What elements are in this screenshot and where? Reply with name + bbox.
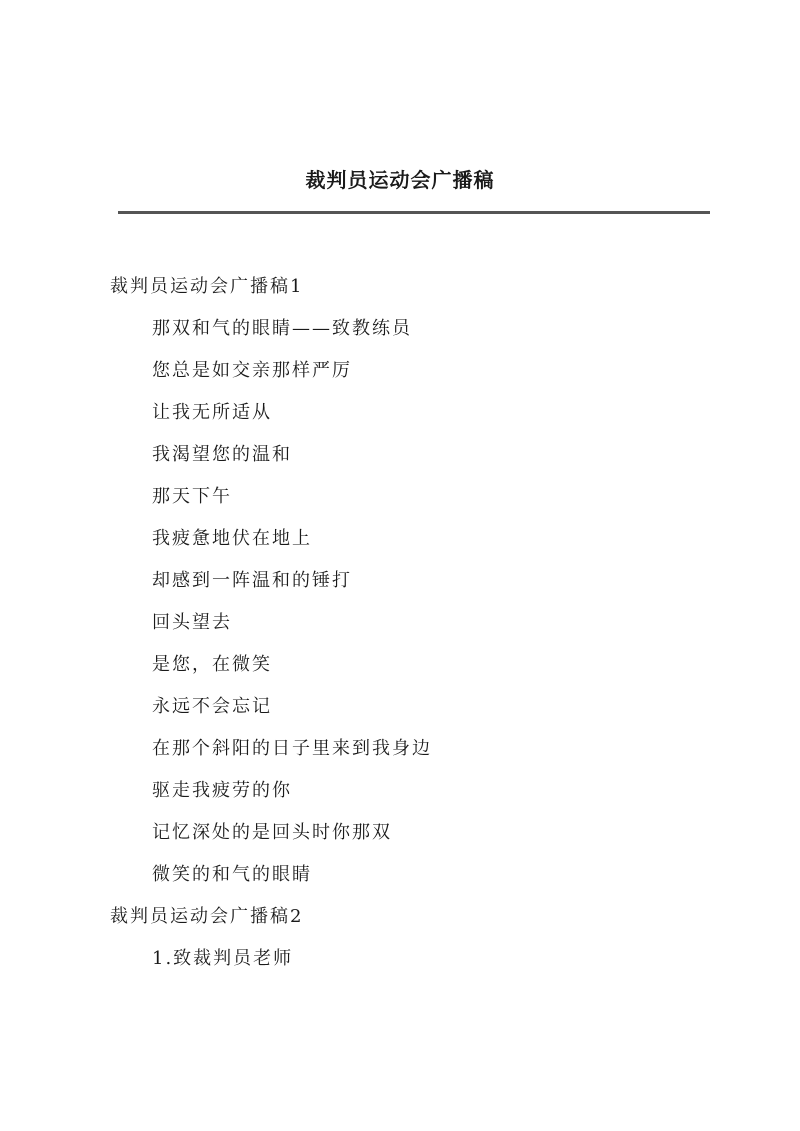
poem-line: 您总是如交亲那样严厉 <box>152 360 352 381</box>
poem-line: 驱走我疲劳的你 <box>152 780 292 801</box>
poem-line: 我疲惫地伏在地上 <box>152 528 312 549</box>
poem-line: 是您，在微笑 <box>152 654 272 675</box>
document-title: 裁判员运动会广播稿 <box>305 168 495 192</box>
poem-line: 永远不会忘记 <box>152 696 272 717</box>
poem-line: 我渴望您的温和 <box>152 444 292 465</box>
section-heading-2: 裁判员运动会广播稿2 <box>110 906 304 927</box>
poem-line: 回头望去 <box>152 612 232 633</box>
poem-line: 那天下午 <box>152 486 232 507</box>
poem-line: 微笑的和气的眼睛 <box>152 864 312 885</box>
section-heading-1: 裁判员运动会广播稿1 <box>110 276 304 297</box>
poem-line: 让我无所适从 <box>152 402 272 423</box>
poem-line: 那双和气的眼睛——致教练员 <box>152 318 412 339</box>
poem-line: 记忆深处的是回头时你那双 <box>152 822 392 843</box>
poem-line: 却感到一阵温和的锤打 <box>152 570 352 591</box>
list-item: 1.致裁判员老师 <box>152 948 294 969</box>
poem-line: 在那个斜阳的日子里来到我身边 <box>152 738 432 759</box>
title-divider <box>118 211 710 214</box>
